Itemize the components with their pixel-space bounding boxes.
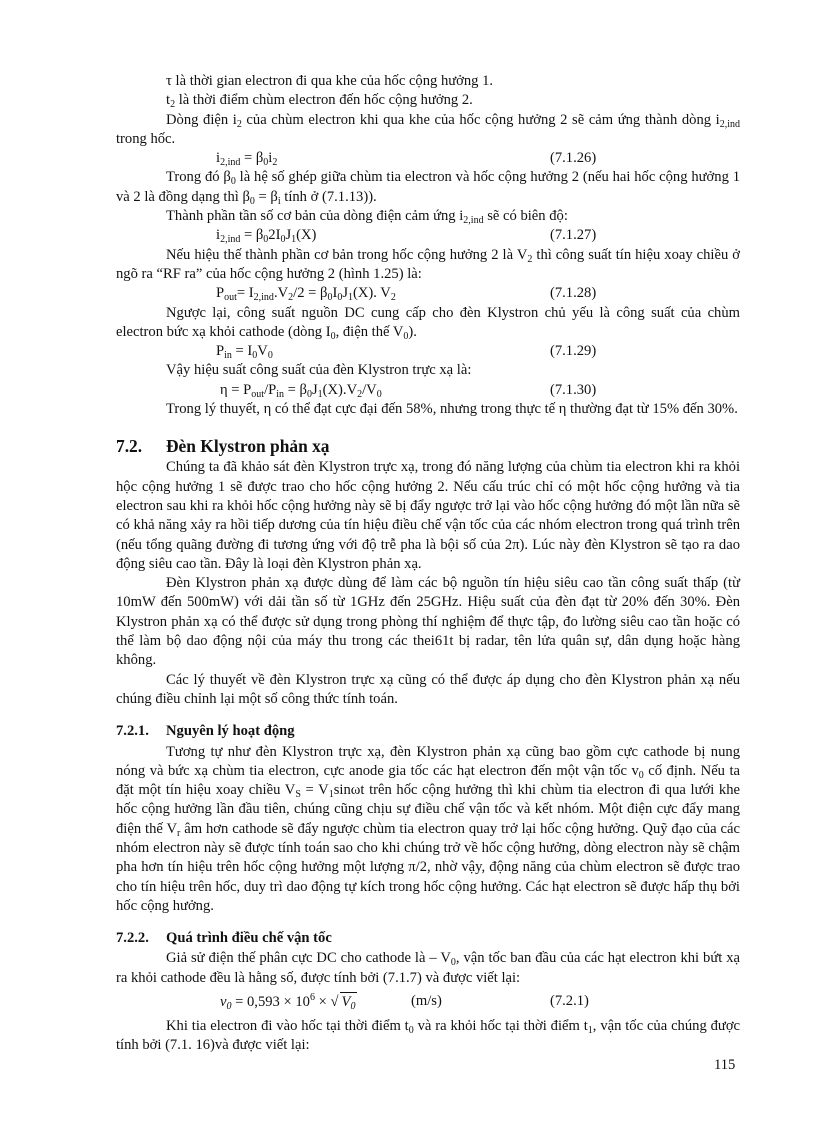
section-7-2-paragraph-3: Các lý thuyết về đèn Klystron trực xạ cũng có thể được áp dụng cho đèn Klystron phản xạ nếu chúng điều chỉnh lại một số công thức tính toán. xyxy=(116,671,740,707)
efficiency-intro: Vậy hiệu suất công suất của đèn Klystron trực xạ là: xyxy=(166,362,472,379)
equation-number: (7.1.26) xyxy=(550,150,597,167)
equation-number: (7.1.27) xyxy=(550,227,597,244)
page-content xyxy=(116,72,740,1056)
equation-7-1-27: $i_{2,ind} = \beta_02I_0J_1(X)$ (7.1.27) xyxy=(216,227,597,246)
equation-number: (7.2.1) xyxy=(550,993,589,1010)
induced-current-paragraph: Dòng điện $i_2$ của chùm electron khi qua khe của hốc cộng hưởng 2 sẽ cảm ứng thành dòng $i_{2,ind}$ trong hốc. xyxy=(116,111,740,147)
equation-7-2-1: $v_0 = 0,593 \times 10^6$ × √ $V_0$ (m/s) (7.2.1) xyxy=(220,992,589,1013)
coupling-coefficient-paragraph: Trong đó $\beta_0$ là hệ số ghép giữa chùm tia electron và hốc cộng hưởng 2 (nếu hai hốc cộng hưởng 1 và 2 là đồng dạng thì $\beta_0 = \beta_i$ tính ở (7.1.13)). xyxy=(116,169,740,207)
tau-definition: τ là thời gian electron đi qua khe của hốc cộng hưởng 1. xyxy=(166,73,494,89)
efficiency-theory-paragraph: Trong lý thuyết, η có thể đạt cực đại đến 58%, nhưng trong thực tế η thường đạt từ 15% đến 30%. xyxy=(166,401,738,418)
dc-power-paragraph: Ngược lại, công suất nguồn DC cung cấp cho đèn Klystron chủ yếu là công suất của chùm electron bức xạ khỏi cathode (dòng $I_0$, điện thế $V_0$). xyxy=(116,304,740,342)
page-number: 115 xyxy=(714,1057,736,1073)
section-heading-7-2: 7.2. Đèn Klystron phản xạ xyxy=(116,436,330,457)
sqrt-symbol: √ xyxy=(330,994,339,1011)
section-7-2-1-paragraph: Tương tự như đèn Klystron trực xạ, đèn Klystron phản xạ cũng bao gồm cực cathode bị nung nóng và bức xạ chùm tia electron, cực anode gia tốc các hạt electron đến một vận tốc $v_0$ cố định. Nếu ta đặt một tín hiệu xoay chiều $V_S = V_1\sin\omega t$ trên hốc cộng hưởng thì khi chùm tia electron đi qua lưới khe hốc cộng hưởng lần đầu tiên, chúng cũng chịu sự điều chế vận tốc và kết nhóm. Một điện cực đẩy mang điện thế $V_r$ âm hơn cathode sẽ đẩy ngược chùm tia electron quay trở lại hốc cộng hưởng. Quỹ đạo của các nhóm electron này sẽ được tính toán sao cho khi chúng trở về hốc cộng hưởng, dòng electron này sẽ chậm pha hơn tín hiệu trên hốc cộng hưởng một lượng π/2, nhờ vậy, động năng của chùm electron sẽ được trao cho tín hiệu trên hốc, duy trì dao động tự kích trong hốc cộng hưởng. Các hạt electron sẽ được hấp thụ bởi hốc cộng hưởng. xyxy=(116,743,740,914)
equation-number: (7.1.30) xyxy=(550,381,597,398)
equation-7-1-26: $i_{2,ind} = \beta_0i_2$ (7.1.26) xyxy=(216,150,597,169)
t2-definition: $t_2$ là thời điểm chùm electron đến hốc cộng hưởng 2. xyxy=(166,92,473,111)
section-7-2-paragraph-2: Đèn Klystron phản xạ được dùng để làm các bộ nguồn tín hiệu siêu cao tần công suất thấp (từ 10mW đến 500mW) với dải tần số từ 1GHz đến 25GHz. Hiệu suất của đèn đạt từ 20% đến 30%. Đèn Klystron phản xạ có thể được sử dụng trong phòng thí nghiệm để thực tập, đo lường siêu cao tần hoặc có thể làm bộ dao động nội của máy thu trong các thei61t bị radar, tên lửa quân sự, dân dụng hoặc hàng không. xyxy=(116,575,740,669)
equation-7-1-30: $\eta = P_{out}/P_{in} = \beta_0J_1(X).V_2/V_0$ (7.1.30) xyxy=(220,381,597,400)
section-heading-7-2-1: 7.2.1. Nguyên lý hoạt động xyxy=(116,723,295,740)
equation-number: (7.1.28) xyxy=(550,285,597,302)
section-7-2-paragraph-1: Chúng ta đã khảo sát đèn Klystron trực xạ, trong đó năng lượng của chùm tia electron khi ra khỏi hộc cộng hưởng 1 sẽ được trao cho hốc cộng hưởng 2. Nếu cấu trúc chỉ có một hốc cộng hưởng và tia electron sau khi ra khỏi hốc cộng hưởng này sẽ bị đẩy ngược trở lại vào hốc cộng hưởng đó một lần nữa sẽ có khả năng xảy ra hồi tiếp dương của tín hiệu điều chế vận tốc của các nhóm electron trong quá trình trên (nếu tổng quãng đường đi tương ứng với độ trễ pha là bội số của 2π). Lúc này đèn Klystron sẽ tạo ra dao động siêu cao tần. Đây là loại đèn Klystron phản xạ. xyxy=(116,459,740,572)
section-7-2-2-paragraph: Giả sử điện thế phân cực DC cho cathode là – $V_0$, vận tốc ban đầu của các hạt electron khi bứt xạ ra khỏi cathode đều là hằng số, được tính bởi (7.1.7) và được viết lại: xyxy=(116,950,741,986)
unit-label: (m/s) xyxy=(411,993,442,1010)
fundamental-component-line: Thành phần tần số cơ bản của dòng điện cảm ứng $i_{2,ind}$ sẽ có biên độ: xyxy=(166,208,568,227)
equation-7-1-29: $P_{in} = I_0V_0$ (7.1.29) xyxy=(216,343,597,362)
section-7-2-2-velocity-paragraph: Khi tia electron đi vào hốc tại thời điểm $t_0$ và ra khỏi hốc tại thời điểm $t_1$, vận tốc của chúng được tính bởi (7.1. 16)và được viết lại: xyxy=(116,1018,741,1054)
output-power-paragraph: Nếu hiệu thế thành phần cơ bản trong hốc cộng hưởng 2 là $V_2$ thì công suất tín hiệu xoay chiều ở ngõ ra “RF ra” của hốc cộng hưởng 2 (hình 1.25) là: xyxy=(116,246,740,282)
sqrt-radicand: $V_0$ xyxy=(341,994,356,1013)
equation-7-1-28: $P_{out}= I_{2,ind}.V_2/2 = \beta_0I_0J_1(X)$. $V_2$ (7.1.28) xyxy=(216,285,597,304)
section-heading-7-2-2: 7.2.2. Quá trình điều chế vận tốc xyxy=(116,930,332,947)
equation-number: (7.1.29) xyxy=(550,343,597,360)
